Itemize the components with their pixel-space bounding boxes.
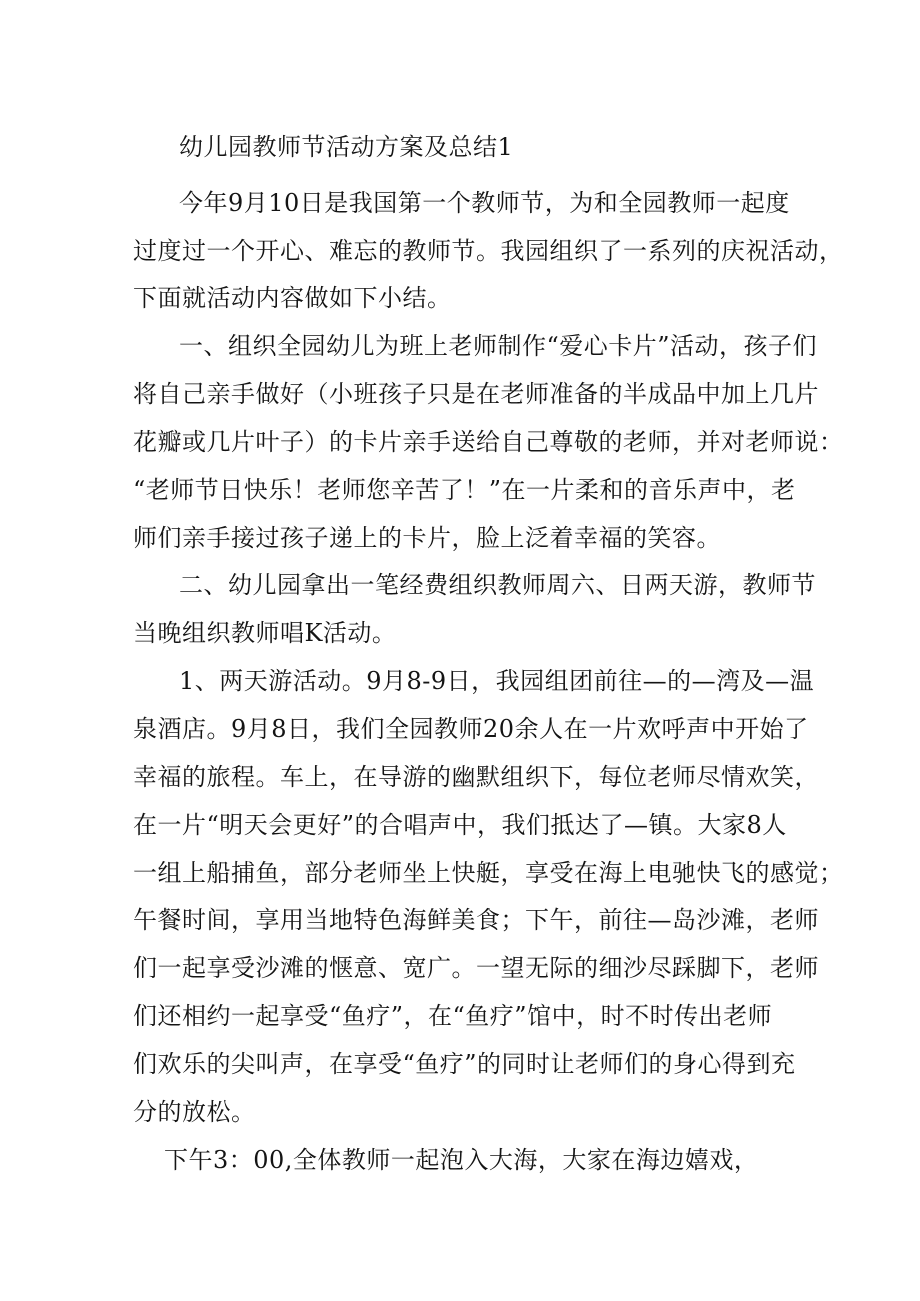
paragraph-4-line-1: 1、两天游活动。9月8-9日，我园组团前往—的—湾及—温 (179, 667, 815, 695)
paragraph-1-line-1: 今年9月10日是我国第一个教师节，为和全园教师一起度 (179, 189, 790, 217)
paragraph-3-line-2: 当晚组织教师唱K活动。 (133, 619, 397, 647)
paragraph-2-line-4: “老师节日快乐！老师您辛苦了！”在一片柔和的音乐声中，老 (133, 476, 796, 504)
paragraph-1-line-3: 下面就活动内容做如下小结。 (133, 284, 452, 312)
paragraph-5-line-1: 下午3：00,全体教师一起泡入大海，大家在海边嬉戏， (164, 1146, 759, 1174)
paragraph-4-line-8: 们还相约一起享受“鱼疗”，在“鱼疗”馆中，时不时传出老师 (133, 1002, 773, 1030)
document-title: 幼儿园教师节活动方案及总结1 (179, 133, 514, 161)
paragraph-4-line-2: 泉酒店。9月8日，我们全园教师20余人在一片欢呼声中开始了 (133, 715, 809, 743)
paragraph-2-line-2: 将自己亲手做好（小班孩子只是在老师准备的半成品中加上几片 (133, 380, 819, 408)
paragraph-4-line-4: 在一片“明天会更好”的合唱声中，我们抵达了—镇。大家8人 (133, 811, 787, 839)
paragraph-2-line-5: 师们亲手接过孩子递上的卡片，脸上泛着幸福的笑容。 (133, 524, 721, 552)
paragraph-4-line-3: 幸福的旅程。车上，在导游的幽默组织下，每位老师尽情欢笑， (133, 763, 819, 791)
paragraph-2-line-3: 花瓣或几片叶子）的卡片亲手送给自己尊敬的老师，并对老师说： (133, 428, 844, 456)
paragraph-3-line-1: 二、幼儿园拿出一笔经费组织教师周六、日两天游，教师节 (179, 571, 816, 599)
paragraph-4-line-10: 分的放松。 (133, 1098, 256, 1126)
paragraph-4-line-7: 们一起享受沙滩的惬意、宽广。一望无际的细沙尽踩脚下，老师 (133, 954, 819, 982)
paragraph-1-line-2: 过度过一个开心、难忘的教师节。我园组织了一系列的庆祝活动， (133, 237, 844, 265)
paragraph-4-line-6: 午餐时间，享用当地特色海鲜美食；下午，前往—岛沙滩，老师 (133, 906, 819, 934)
paragraph-4-line-5: 一组上船捕鱼，部分老师坐上快艇，享受在海上电驰快飞的感觉； (133, 859, 844, 887)
paragraph-4-line-9: 们欢乐的尖叫声，在享受“鱼疗”的同时让老师们的身心得到充 (133, 1050, 796, 1078)
paragraph-2-line-1: 一、组织全园幼儿为班上老师制作“爱心卡片”活动，孩子们 (179, 332, 818, 360)
